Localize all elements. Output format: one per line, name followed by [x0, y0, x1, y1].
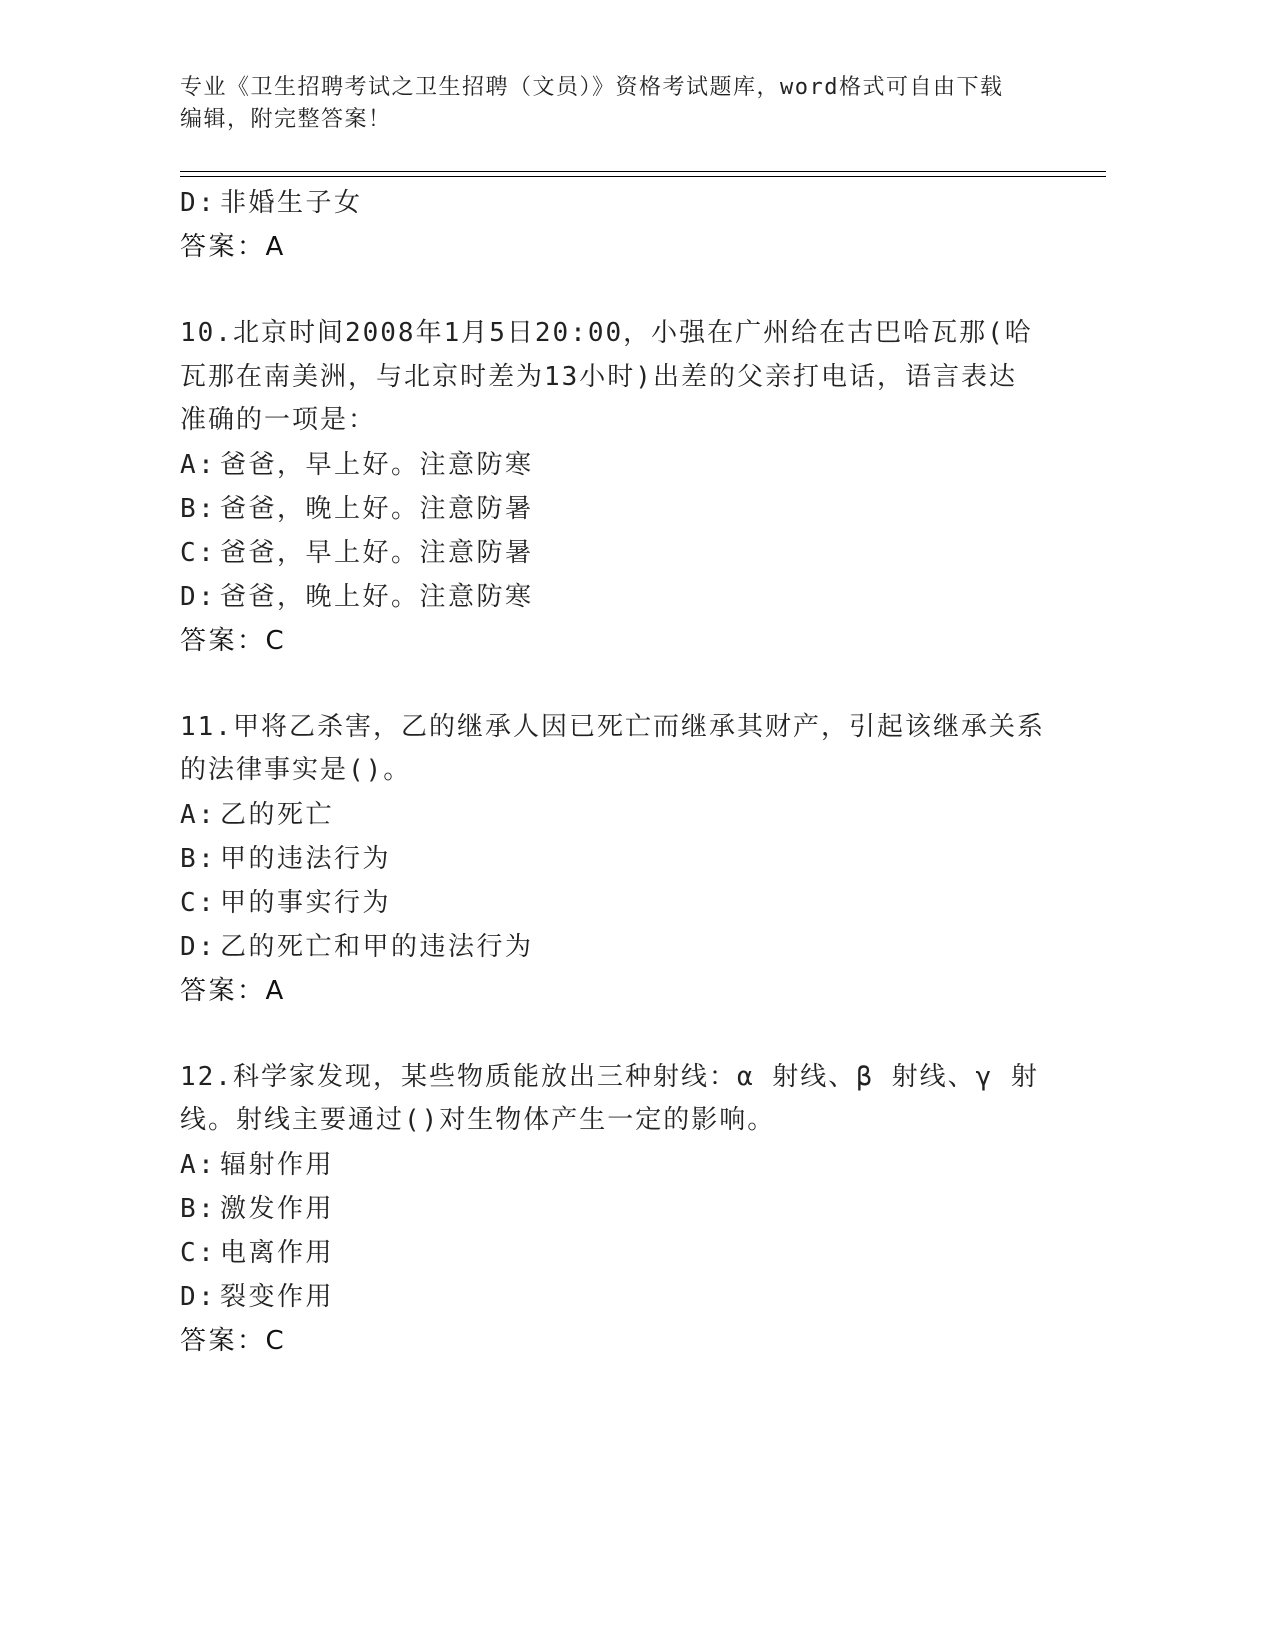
- prev-answer: 答案：A: [180, 232, 286, 262]
- header-divider-bottom: [180, 176, 1106, 177]
- spacer: [180, 1013, 1080, 1056]
- question-stem-line: 瓦那在南美洲，与北京时差为13小时)出差的父亲打电话，语言表达: [180, 361, 1017, 392]
- question-stem-line: 11.甲将乙杀害，乙的继承人因已死亡而继承其财产，引起该继承关系: [180, 711, 1045, 742]
- option-b: [180, 837, 1080, 881]
- header-divider-top: [180, 171, 1106, 172]
- question-stem-line: 的法律事实是()。: [180, 755, 412, 785]
- option-text: 电离作用: [220, 1237, 335, 1268]
- option-letter: D:: [180, 931, 217, 962]
- option-text: 爸爸，晚上好。注意防暑: [220, 493, 534, 524]
- document-body: [180, 181, 1080, 1363]
- document-header: [180, 72, 1060, 136]
- option-text: 乙的死亡: [220, 799, 335, 830]
- option-text: 辐射作用: [220, 1149, 335, 1180]
- spacer: [180, 269, 1080, 312]
- option-letter: D:: [180, 1281, 217, 1312]
- option-letter: B:: [180, 843, 217, 874]
- option-c: [180, 881, 1080, 925]
- option-a: [180, 443, 1080, 487]
- option-b: [180, 1187, 1080, 1231]
- header-line-2: 编辑，附完整答案！: [180, 107, 392, 132]
- option-d: [180, 575, 1080, 619]
- option-letter: B:: [180, 1193, 217, 1224]
- option-text: 甲的违法行为: [220, 843, 392, 874]
- option-text: 爸爸，早上好。注意防寒: [220, 449, 534, 480]
- option-text: 爸爸，早上好。注意防暑: [220, 537, 534, 568]
- question-stem-line: 准确的一项是：: [180, 405, 377, 435]
- option-d: [180, 925, 1080, 969]
- option-c: [180, 1231, 1080, 1275]
- option-letter: A:: [180, 799, 217, 830]
- option-text: 乙的死亡和甲的违法行为: [220, 931, 534, 962]
- option-a: [180, 1143, 1080, 1187]
- option-text: 爸爸，晚上好。注意防寒: [220, 581, 534, 612]
- prev-option-d: [180, 181, 1080, 225]
- option-letter: A:: [180, 449, 217, 480]
- option-text: 非婚生子女: [220, 188, 363, 218]
- question-11: [180, 706, 1080, 1013]
- option-letter: D:: [180, 188, 217, 218]
- answer-line: 答案：C: [180, 625, 287, 656]
- spacer: [180, 663, 1080, 706]
- option-letter: C:: [180, 887, 217, 918]
- option-letter: A:: [180, 1149, 217, 1180]
- option-text: 激发作用: [220, 1193, 335, 1224]
- option-letter: C:: [180, 1237, 217, 1268]
- option-d: [180, 1275, 1080, 1319]
- option-text: 裂变作用: [220, 1281, 335, 1312]
- question-stem-line: 12.科学家发现，某些物质能放出三种射线：α 射线、β 射线、γ 射: [180, 1061, 1039, 1092]
- question-10: [180, 312, 1080, 663]
- option-c: [180, 531, 1080, 575]
- option-letter: D:: [180, 581, 217, 612]
- question-stem-line: 线。射线主要通过()对生物体产生一定的影响。: [180, 1105, 776, 1135]
- option-a: [180, 793, 1080, 837]
- option-letter: C:: [180, 537, 217, 568]
- answer-line: 答案：C: [180, 1325, 287, 1356]
- answer-line: 答案：A: [180, 975, 286, 1006]
- question-stem-line: 10.北京时间2008年1月5日20:00，小强在广州给在古巴哈瓦那(哈: [180, 318, 1033, 348]
- option-b: [180, 487, 1080, 531]
- question-12: [180, 1056, 1080, 1363]
- option-letter: B:: [180, 493, 217, 524]
- option-text: 甲的事实行为: [220, 887, 392, 918]
- header-line-1: 专业《卫生招聘考试之卫生招聘（文员）》资格考试题库，word格式可自由下载: [180, 75, 1004, 100]
